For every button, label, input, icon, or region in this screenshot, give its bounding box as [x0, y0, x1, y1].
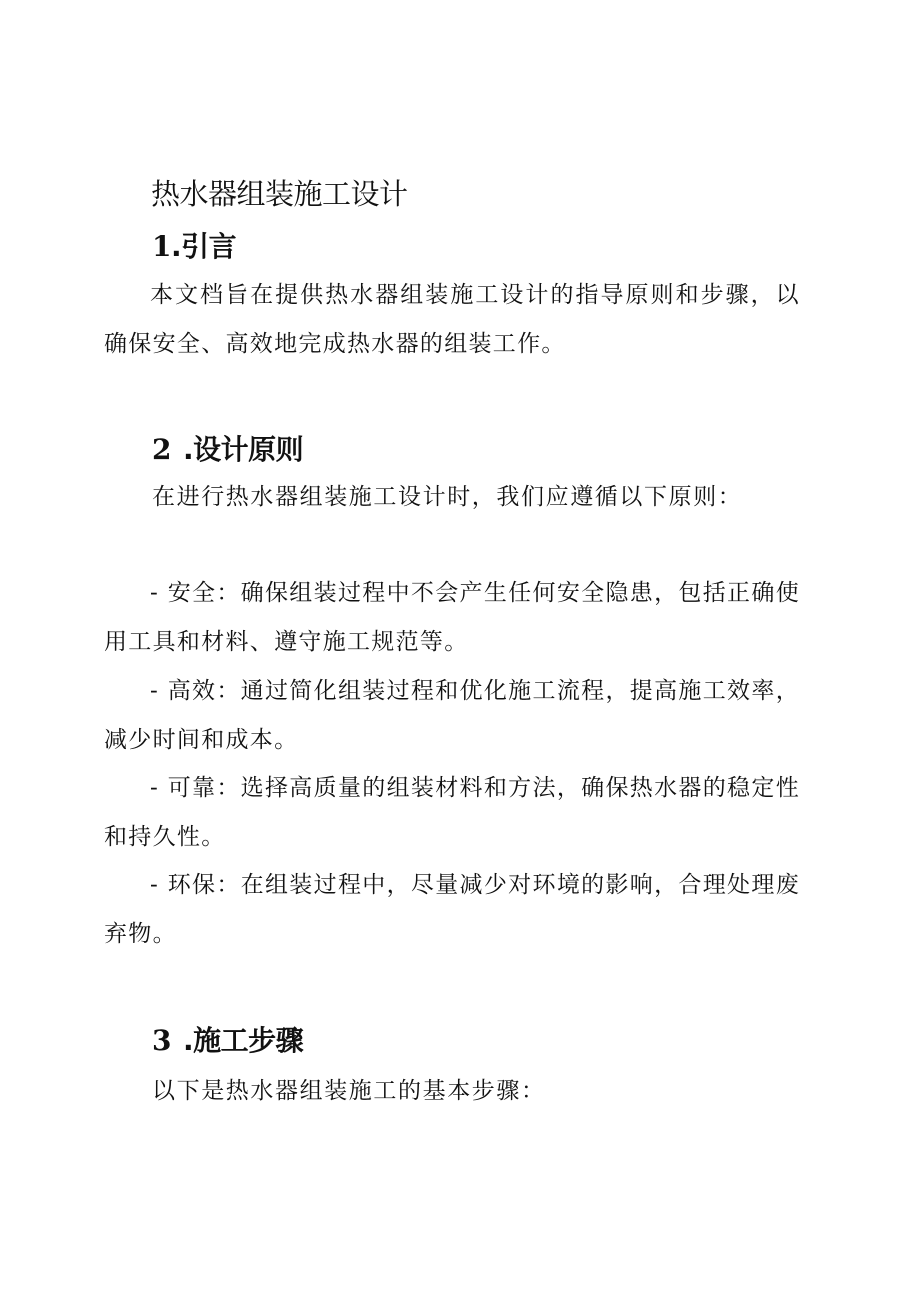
section-3-title: .施工步骤: [182, 1024, 304, 1057]
section-1-heading: [152, 225, 236, 265]
section-2-heading: [152, 428, 303, 468]
section-3-intro: 以下是热水器组装施工的基本步骤：: [152, 1078, 546, 1104]
section-3-number: 3: [152, 1024, 171, 1057]
section-1-title: .引言: [170, 230, 237, 263]
principle-efficiency: - 高效：通过简化组装过程和优化施工流程，提高施工效率，减少时间和成本。: [104, 678, 800, 753]
document-title: 热水器组装施工设计: [151, 177, 408, 211]
section-2-number: 2: [152, 433, 171, 466]
section-3-heading: [152, 1019, 303, 1059]
principle-safety: - 安全：确保组装过程中不会产生任何安全隐患，包括正确使用工具和材料、遵守施工规范等。: [104, 580, 800, 655]
section-2-intro: 在进行热水器组装施工设计时，我们应遵循以下原则：: [152, 484, 743, 510]
principle-reliability: - 可靠：选择高质量的组装材料和方法，确保热水器的稳定性和持久性。: [104, 775, 800, 850]
section-2-title: .设计原则: [182, 433, 304, 466]
section-1-number: 1: [152, 230, 171, 263]
section-1-paragraph: 本文档旨在提供热水器组装施工设计的指导原则和步骤，以确保安全、高效地完成热水器的组装工作。: [104, 282, 800, 357]
principle-environment: - 环保：在组装过程中，尽量减少对环境的影响，合理处理废弃物。: [104, 872, 800, 947]
